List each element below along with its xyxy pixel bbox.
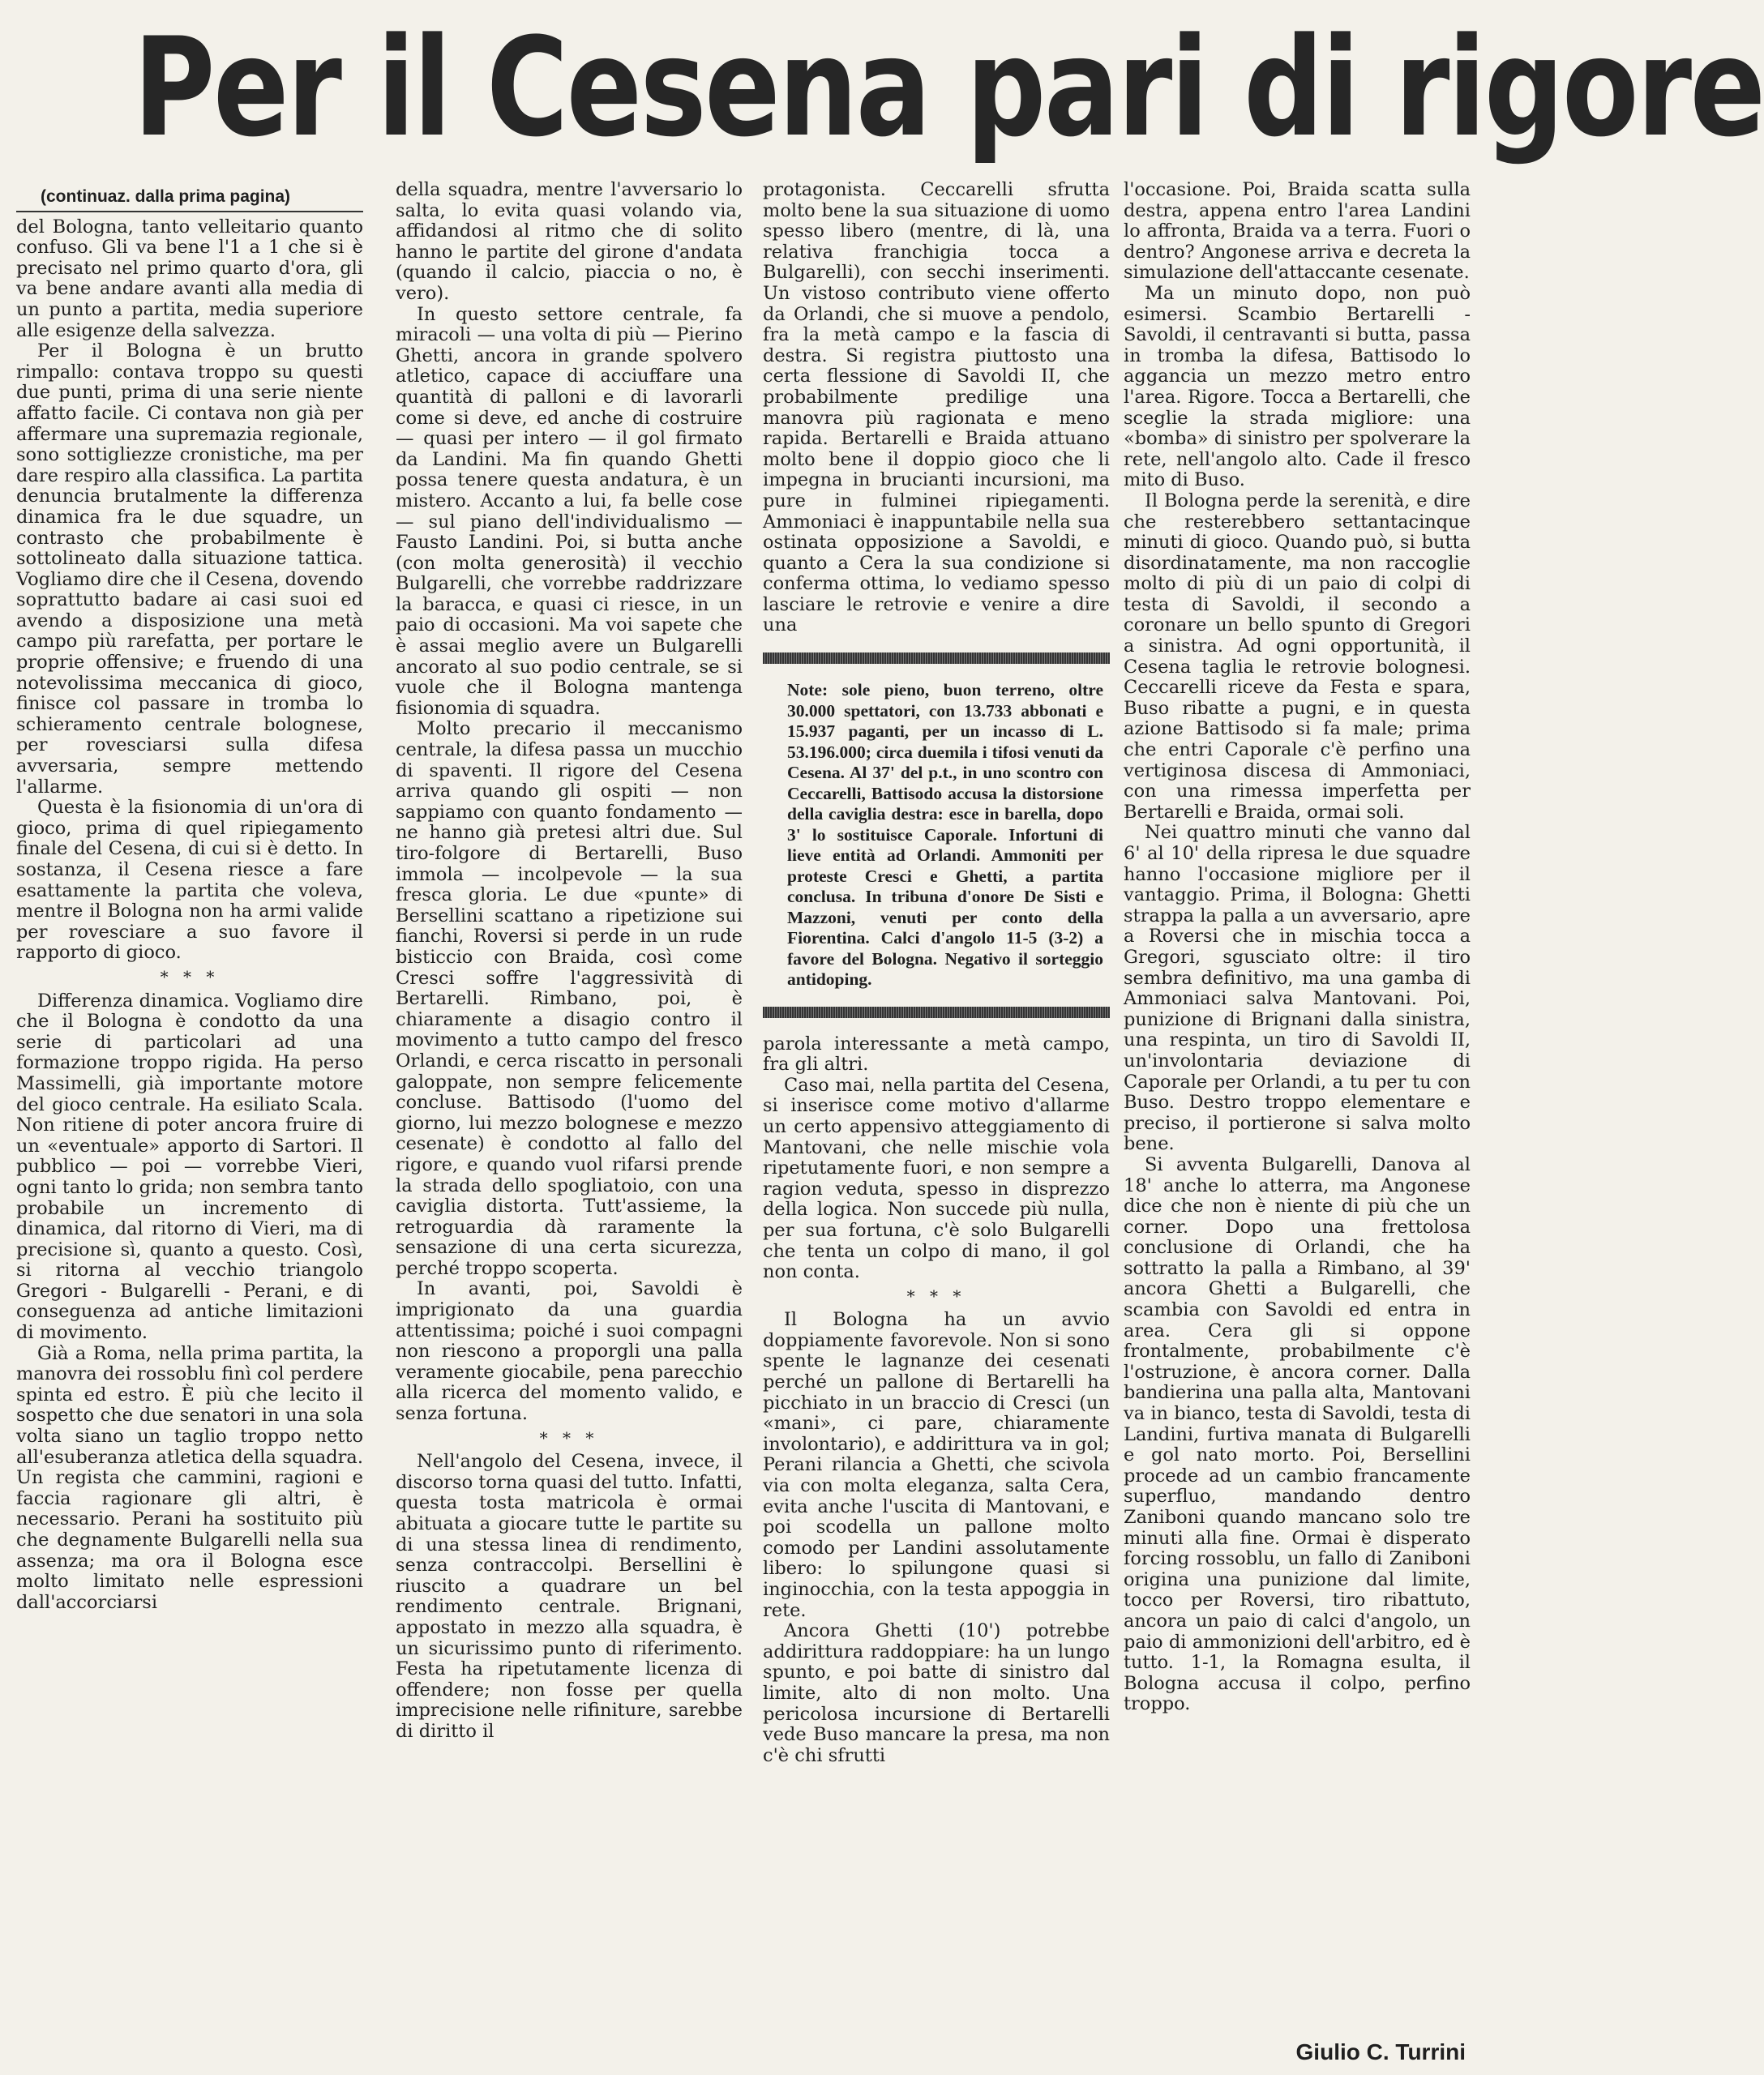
match-notes-box: Note: sole pieno, buon terreno, oltre 30.000 spettatori, con 13.733 abbonati e 15.937 paganti, per un incasso di L. 53.196.000; circa duemila i tifosi venuti da Cesena. Al 37' del p.t., in uno scontro con Ceccarelli, Battisodo accusa la distorsione della caviglia destra: esce in barella, dopo 3' lo sostituisce Caporale. Infortuni di lieve entità ad Orlandi. Ammoniti per proteste Cresci e Ghetti, a partita conclusa. In tribuna d'onore De Sisti e Mazzoni, venuti per conto della Fiorentina. Calci d'angolo 11-5 (3-2) a favore del Bologna. Negativo il sorteggio antidoping. — [787, 680, 1103, 990]
paragraph: In avanti, poi, Savoldi è imprigionato da una guardia attentissima; poiché i suoi compagni non riescono a proporgli una palla veramente giocabile, pena parecchio alla ricerca del momento valido, e senza fortuna. — [396, 1278, 743, 1425]
rule-divider — [763, 1007, 1110, 1018]
paragraph: Ancora Ghetti (10') potrebbe addirittura raddoppiare: ha un lungo spunto, e poi batte di sinistro dal limite, alto di non molto. Una pericolosa incursione di Bertarelli vede Buso mancare la presa, ma non c'è chi sfrutti — [763, 1620, 1110, 1766]
paragraph: Il Bologna ha un avvio doppiamente favorevole. Non si sono spente le lagnanze dei cesenati perché un pallone di Bertarelli ha picchiato in un braccio di Cresci (un «mani», ci pare, chiaramente involontario), e addirittura va in gol; Perani rilancia a Ghetti, che scivola via con molta eleganza, salta Cera, evita anche l'uscita di Mantovani, e poi scodella un pallone molto comodo per Landini assolutamente libero: lo spilungone quasi si inginocchia, con la testa appoggia in rete. — [763, 1309, 1110, 1621]
paragraph: Caso mai, nella partita del Cesena, si inserisce come motivo d'allarme un certo appensivo atteggiamento di Mantovani, che nelle mischie vola ripetutamente fuori, e non sempre a ragion veduta, spesso in disprezzo della logica. Non succede più nulla, per sua fortuna, c'è solo Bulgarelli che tenta un colpo di mano, il gol non conta. — [763, 1074, 1110, 1283]
paragraph: Nei quattro minuti che vanno dal 6' al 10' della ripresa le due squadre hanno l'occasione migliore per il vantaggio. Prima, il Bologna: Ghetti strappa la palla a un avversario, apre a Roversi che in mischia tocca a Gregori, sgusciato oltre: il tiro sembra definitivo, ma una gamba di Ammoniaci salva Mantovani. Poi, punizione di Brignani dalla sinistra, una respinta, un tiro di Savoldi II, un'involontaria deviazione di Caporale per Orlandi, a tu per tu con Buso. Destro troppo elementare e preciso, il portierone si salva molto bene. — [1124, 822, 1471, 1155]
paragraph: In questo settore centrale, fa miracoli — una volta di più — Pierino Ghetti, ancora in grande spolvero atletico, capace di acciuffare una quantità di palloni e di lavorarli come si deve, ed anche di costruire — quasi per intero — il gol firmato da Landini. Ma fin quando Ghetti possa tenere questa andatura, è un mistero. Accanto a lui, fa belle cose — sul piano dell'individualismo — Fausto Landini. Poi, si butta anche (con molta generosità) il vecchio Bulgarelli, che vorrebbe raddrizzare la baracca, e quasi ci riesce, in un paio di occasioni. Ma voi sapete che è assai meglio avere un Bulgarelli ancorato al suo podio centrale, se si vuole che il Bologna mantenga fisionomia di squadra. — [396, 303, 743, 719]
paragraph: parola interessante a metà campo, fra gli altri. — [763, 1033, 1110, 1076]
paragraph: Questa è la fisionomia di un'ora di gioco, prima di quel ripiegamento finale del Cesena, di cui si è detto. In sostanza, il Cesena riesce a fare esattamente la partita che voleva, mentre il Bologna non ha armi valide per rovesciare a suo favore il rapporto di gioco. — [16, 797, 363, 964]
section-separator: * * * — [539, 1427, 599, 1448]
paragraph: Differenza dinamica. Vogliamo dire che il Bologna è condotto da una serie di particolari ad una formazione troppo rigida. Ha perso Massimelli, già importante motore del gioco centrale. Ha esiliato Scala. Non ritiene di poter ancora fruire di un «eventuale» apporto di Sartori. Il pubblico — poi — vorrebbe Vieri, ogni tanto lo grida; non sembra tanto probabile un incremento di dinamica, dal ritorno di Vieri, ma di precisione sì, quanto a questo. Così, si ritorna al vecchio triangolo Gregori - Bulgarelli - Perani, e di conseguenza ad antiche limitazioni di movimento. — [16, 990, 363, 1344]
paragraph: Per il Bologna è un brutto rimpallo: contava troppo su questi due punti, prima di una serie niente affatto facile. Ci contava non già per affermare una supremazia regionale, sono sottigliezze cronistiche, ma per dare respiro alla classifica. La partita denuncia brutalmente la differenza dinamica fra le due squadre, un contrasto che probabilmente è sottolineato dalla situazione tattica. Vogliamo dire che il Cesena, dovendo soprattutto badare ai casi suoi ed avendo a disposizione una metà campo più rarefatta, per portare le proprie offensive; e fruendo di una notevolissima meccanica di gioco, finisce col passare in tromba lo schieramento centrale bolognese, per rovesciarsi sulla difesa avversaria, sempre mettendo l'allarme. — [16, 340, 363, 798]
article-column-1 — [16, 180, 363, 1613]
article-column-4 — [1124, 180, 1471, 1715]
section-separator: * * * — [906, 1286, 966, 1306]
paragraph: Già a Roma, nella prima partita, la manovra dei rossoblu finì col perdere spinta ed estro. È più che lecito il sospetto che due senatori in una sola volta siano un taglio troppo netto all'esuberanza atletica della squadra. Un regista che cammini, ragioni e faccia ragionare gli altri, è necessario. Perani ha sostituito più che degnamente Bulgarelli nella sua assenza; ma ora il Bologna esce molto limitato nelle espressioni dall'accorciarsi — [16, 1342, 363, 1613]
headline: Per il Cesena pari di rigore — [133, 8, 1764, 167]
paragraph: protagonista. Ceccarelli sfrutta molto bene la sua situazione di uomo spesso libero (mentre, di là, una relativa franchigia tocca a Bulgarelli), con secchi inserimenti. Un vistoso contributo viene offerto da Orlandi, che si muove a pendolo, fra la metà campo e la fascia di destra. Si registra piuttosto una certa flessione di Savoldi II, che probabilmente predilige una manovra più ragionata e meno rapida. Bertarelli e Braida attuano molto bene il doppio gioco che li impegna in brucianti incursioni, ma pure in fulminei ripiegamenti. Ammoniaci è inappuntabile nella sua ostinata opposizione a Savoldi, e quanto a Cera la sua condizione si conferma ottima, lo vediamo spesso lasciare le retrovie e venire a dire una — [763, 179, 1110, 636]
paragraph: del Bologna, tanto velleitario quanto confuso. Gli va bene l'1 a 1 che si è precisato nel primo quarto d'ora, gli va bene andare avanti alla media di un punto a partita, media superiore alle esigenze della salvezza. — [16, 216, 363, 341]
article-column-3 — [763, 180, 1110, 1766]
paragraph: Molto precario il meccanismo centrale, la difesa passa un mucchio di spaventi. Il rigore del Cesena arriva quando gli ospiti — non sappiamo con quanto fondamento — ne hanno già pretesi altri due. Sul tiro-folgore di Bertarelli, Buso immola — incolpevole — la sua fresca gloria. Le due «punte» di Bersellini scattano a ripetizione sui fianchi, Roversi si perde in un rude bisticcio con Braida, così come Cresci soffre l'aggressività di Bertarelli. Rimbano, poi, è chiaramente a disagio contro il movimento a tutto campo del fresco Orlandi, e cerca riscatto in personali galoppate, non sempre felicemente concluse. Battisodo (l'uomo del giorno, lui mezzo bolognese e mezzo cesenate) è condotto al fallo del rigore, e quando vuol rifarsi prende la strada dello spogliatoio, con una caviglia distorta. Tutt'assieme, la retroguardia dà raramente la sensazione di una certa sicurezza, perché troppo scoperta. — [396, 718, 743, 1279]
paragraph: Il Bologna perde la serenità, e dire che resterebbero settantacinque minuti di gioco. Quando può, si butta disordinatamente, ma non raccoglie molto di più di un paio di colpi di testa di Savoldi, il secondo a coronare un bello spunto di Gregori a sinistra. Ad ogni opportunità, il Cesena taglia le retrovie bolognesi. Ceccarelli riceve da Festa e spara, Buso ribatte a pugni, e in questa azione Battisodo si fa male; prima che entri Caporale c'è perfino una vertiginosa discesa di Ammoniaci, con una rimessa imperfetta per Bertarelli e Braida, ormai soli. — [1124, 490, 1471, 823]
paragraph: Ma un minuto dopo, non può esimersi. Scambio Bertarelli - Savoldi, il centravanti si butta, passa in tromba la difesa, Battisodo lo aggancia un mezzo metro entro l'area. Rigore. Tocca a Bertarelli, che sceglie la strada migliore: una «bomba» di sinistro per spolverare la rete, nell'angolo alto. Cade il fresco mito di Buso. — [1124, 282, 1471, 491]
paragraph: Si avventa Bulgarelli, Danova al 18' anche lo atterra, ma Angonese dice che non è niente di più che un corner. Dopo una frettolosa conclusione di Orlandi, che ha sottratto la palla a Rimbano, al 39' ancora Ghetti a Bulgarelli, che scambia con Savoldi ed entra in area. Cera gli si oppone frontalmente, probabilmente c'è l'ostruzione, è ancora corner. Dalla bandierina una palla alta, Mantovani va in bianco, testa di Savoldi, testa di Landini, furtiva manata di Bulgarelli e gol nato morto. Poi, Bersellini procede ad un cambio francamente superfluo, mandando dentro Zaniboni quando mancano solo tre minuti alla fine. Ormai è disperato forcing rossoblu, un fallo di Zaniboni origina una punizione dal limite, tocco per Roversi, tiro ribattuto, ancora un paio di calci d'angolo, un paio di ammonizioni dell'arbitro, ed è tutto. 1-1, la Romagna esulta, il Bologna accusa il colpo, perfino troppo. — [1124, 1153, 1471, 1715]
paragraph: l'occasione. Poi, Braida scatta sulla destra, appena entro l'area Landini lo affronta, Braida va a terra. Fuori o dentro? Angonese arriva e decreta la simulazione dell'attaccante cesenate. — [1124, 179, 1471, 284]
paragraph: Nell'angolo del Cesena, invece, il discorso torna quasi del tutto. Infatti, questa tosta matricola è ormai abituata a giocare tutte le partite su di una stessa linea di rendimento, senza contraccolpi. Bersellini è riuscito a quadrare un bel rendimento centrale. Brignani, appostato in mezzo alla squadra, è un sicurissimo punto di riferimento. Festa ha ripetutamente licenza di offendere; non fosse per quella imprecisione nelle rifiniture, sarebbe di diritto il — [396, 1451, 743, 1742]
article-column-2 — [396, 180, 743, 1743]
section-separator: * * * — [160, 966, 220, 986]
continuation-label: (continuaz. dalla prima pagina) — [16, 180, 363, 212]
author-byline: Giulio C. Turrini — [1295, 2039, 1466, 2064]
paragraph: della squadra, mentre l'avversario lo salta, lo evita quasi volando via, affidandosi al ritmo che di solito hanno le partite del girone d'andata (quando il calcio, piaccia o no, è vero). — [396, 179, 743, 304]
rule-divider — [763, 652, 1110, 664]
